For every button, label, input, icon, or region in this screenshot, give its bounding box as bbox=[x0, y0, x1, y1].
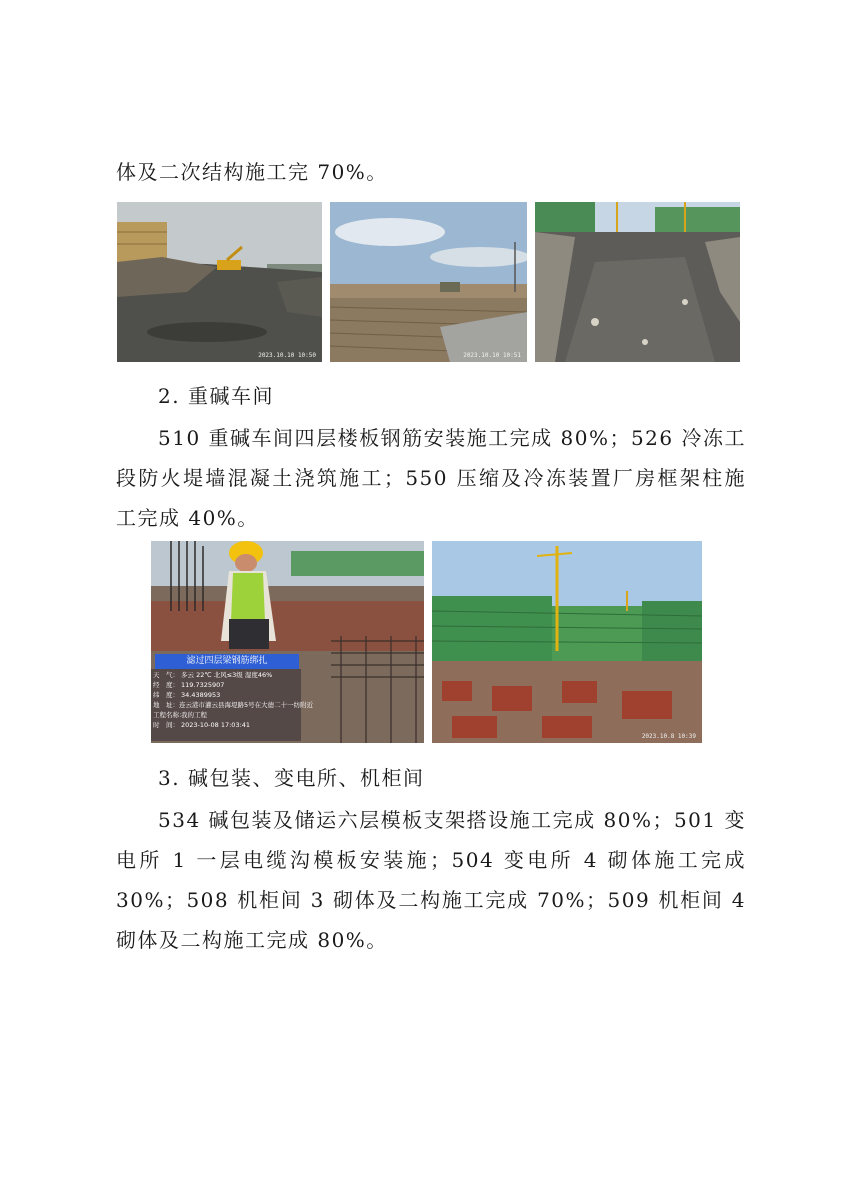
watermark-row bbox=[153, 690, 301, 700]
section-heading-2: 2. 重碱车间 bbox=[158, 384, 274, 408]
section-paragraph-2: 510 重碱车间四层楼板钢筋安装施工完成 80%；526 冷冻工段防火堤墙混凝土浇筑施工；550 压缩及冷冻装置厂房框架柱施工完成 40%。 bbox=[116, 426, 746, 530]
watermark-key: 工程名称： bbox=[153, 711, 186, 719]
site-photo-rebar-worker bbox=[151, 541, 424, 743]
site-photo-trench bbox=[535, 202, 740, 362]
watermark-value: 我的工程 bbox=[181, 711, 207, 719]
section-paragraph-3: 534 碱包装及储运六层模板支架搭设施工完成 80%；501 变电所 1 一层电缆沟模板安装施；504 变电所 4 砌体施工完成 30%；508 机柜间 3 砌体及二构施工完成 70%；509 机柜间 4 砌体及二构施工完成 80%。 bbox=[116, 808, 746, 952]
watermark-row bbox=[153, 680, 301, 690]
section-heading-3: 3. 碱包装、变电所、机柜间 bbox=[158, 766, 425, 790]
watermark-value: 连云港市灌云县海堤路5号在大德二十一纺附近 bbox=[179, 701, 314, 709]
photo-watermark-title: 滤过四层梁钢筋绑扎 bbox=[155, 654, 299, 669]
paragraph-continued: 体及二次结构施工完 70%。 bbox=[116, 160, 388, 184]
watermark-key: 纬 度： bbox=[153, 691, 179, 699]
watermark-key: 地 址： bbox=[153, 701, 179, 709]
watermark-value: 119.7325907 bbox=[181, 681, 225, 689]
watermark-row bbox=[153, 710, 301, 720]
photo-watermark-info bbox=[151, 669, 314, 741]
photo-timestamp: 2023.10.10 10:51 bbox=[463, 352, 521, 359]
watermark-row bbox=[153, 700, 314, 710]
site-photo-green-buildings bbox=[432, 541, 702, 743]
watermark-key: 天 气： bbox=[153, 671, 179, 679]
watermark-value: 2023-10-08 17:03:41 bbox=[181, 721, 251, 729]
watermark-row bbox=[153, 670, 301, 680]
site-photo-excavation bbox=[117, 202, 322, 362]
photo-timestamp: 2023.10.10 10:50 bbox=[258, 352, 316, 359]
watermark-value: 多云 22℃ 北风≤3级 湿度46% bbox=[181, 671, 273, 679]
watermark-value: 34.4389953 bbox=[181, 691, 221, 699]
photo-timestamp: 2023.10.8 10:39 bbox=[641, 733, 696, 740]
watermark-key: 时 间： bbox=[153, 721, 179, 729]
watermark-row bbox=[153, 720, 301, 730]
watermark-key: 经 度： bbox=[153, 681, 179, 689]
site-photo-gravel-field bbox=[330, 202, 527, 362]
